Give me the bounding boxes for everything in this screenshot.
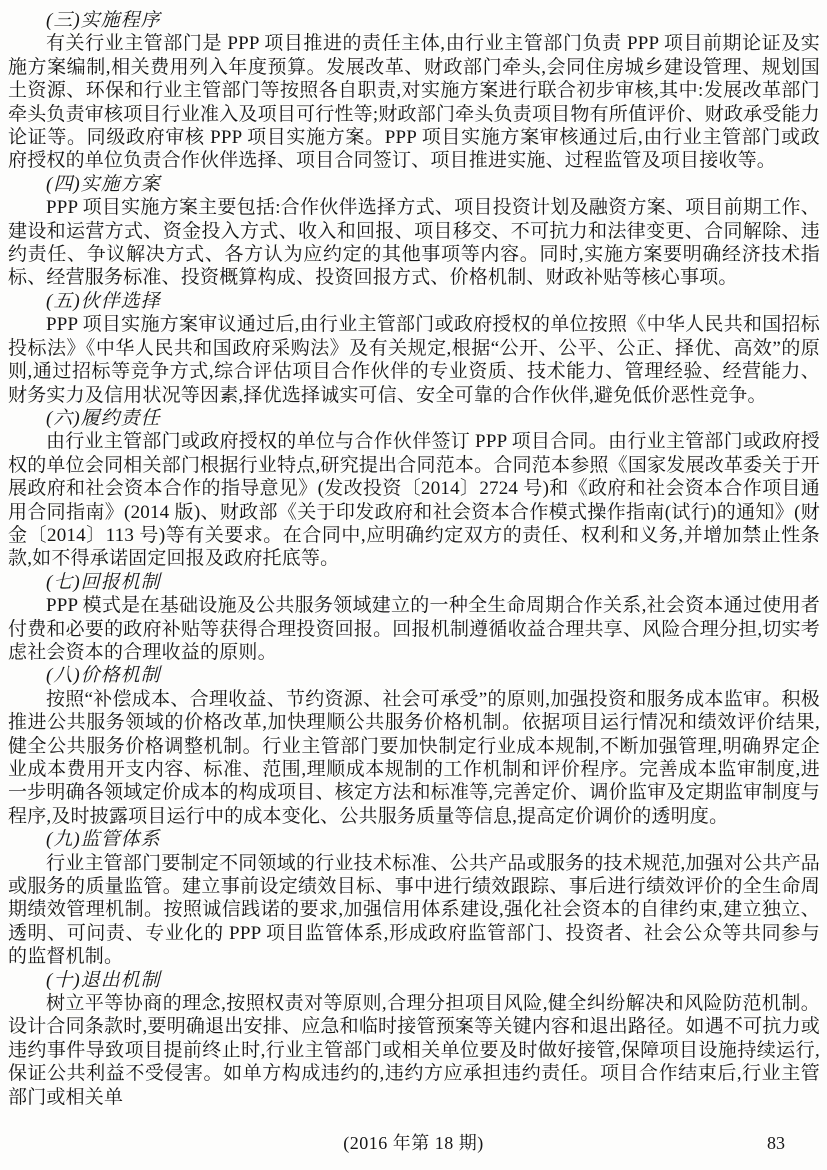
document-section: [8, 664, 820, 828]
section-paragraphs: [8, 313, 820, 407]
section-paragraphs: [8, 196, 820, 290]
document-section: [8, 290, 820, 407]
paragraph: 树立平等协商的理念,按照权责对等原则,合理分担项目风险,健全纠纷解决和风险防范机制。设计合同条款时,要明确退出安排、应急和临时接管预案等关键内容和退出路径。如遇不可抗力或违约事件导致项目提前终止时,行业主管部门或相关单位要及时做好接管,保障项目设施持续运行,保证公共利益不受侵害。如单方构成违约的,违约方应承担违约责任。项目合作结束后,行业主管部门或相关单: [8, 993, 820, 1108]
document-section: [8, 407, 820, 571]
section-heading: (十)退出机制: [46, 969, 161, 991]
paragraph: 有关行业主管部门是 PPP 项目推进的责任主体,由行业主管部门负责 PPP 项目前期论证及实施方案编制,相关费用列入年度预算。发展改革、财政部门牵头,会同住房城乡建设管理、规划国土资源、环保和行业主管部门等按照各自职责,对实施方案进行联合初步审核,其中:发展改革部门牵头负责审核项目行业准入及项目可行性等;财政部门牵头负责项目物有所值评价、财政承受能力论证等。同级政府审核 PPP 项目实施方案。PPP 项目实施方案审核通过后,由行业主管部门或政府授权的单位负责合作伙伴选择、项目合同签订、项目推进实施、过程监管及项目接收等。: [8, 33, 820, 172]
document-section: [8, 571, 820, 665]
section-heading: (八)价格机制: [46, 665, 161, 687]
paragraph: 由行业主管部门或政府授权的单位与合作伙伴签订 PPP 项目合同。由行业主管部门或政府授权的单位会同相关部门根据行业特点,研究提出合同范本。合同范本参照《国家发展改革委关于开展政府和社会资本合作的指导意见》(发改投资〔2014〕2724 号)和《政府和社会资本合作项目通用合同指南》(2014 版)、财政部《关于印发政府和社会资本合作模式操作指南(试行)的通知》(财金〔2014〕113 号)等有关要求。在合同中,应明确约定双方的责任、权利和义务,并增加禁止性条款,如不得承诺固定回报及政府托底等。: [8, 431, 820, 570]
sections: [8, 9, 820, 1109]
document-section: [8, 9, 820, 173]
paragraph: PPP 项目实施方案主要包括:合作伙伴选择方式、项目投资计划及融资方案、项目前期工作、建设和运营方式、资金投入方式、收入和回报、项目移交、不可抗力和法律变更、合同解除、违约责任、争议解决方式、各方认为应约定的其他事项等内容。同时,实施方案要明确经济技术指标、经营服务标准、投资概算构成、投资回报方式、价格机制、财政补贴等核心事项。: [8, 197, 820, 289]
paragraph: 行业主管部门要制定不同领域的行业技术标准、公共产品或服务的技术规范,加强对公共产品或服务的质量监管。建立事前设定绩效目标、事中进行绩效跟踪、事后进行绩效评价的全生命周期绩效管理机制。按照诚信践诺的要求,加强信用体系建设,强化社会资本的自律约束,建立独立、透明、可问责、专业化的 PPP 项目监管体系,形成政府监管部门、投资者、社会公众等共同参与的监督机制。: [8, 852, 820, 968]
section-heading: (四)实施方案: [46, 173, 161, 195]
section-heading: (三)实施程序: [46, 10, 161, 31]
paragraph: PPP 项目实施方案审议通过后,由行业主管部门或政府授权的单位按照《中华人民共和国招标投标法》《中华人民共和国政府采购法》及有关规定,根据“公开、公平、公正、择优、高效”的原则,通过招标等竞争方式,综合评估项目合作伙伴的专业资质、技术能力、管理经验、经营能力、财务实力及信用状况等因素,择优选择诚实可信、安全可靠的合作伙伴,避免低价恶性竞争。: [8, 314, 820, 406]
section-paragraphs: [8, 688, 820, 828]
section-heading: (九)监管体系: [46, 829, 161, 851]
document-section: [8, 173, 820, 290]
section-heading: (五)伙伴选择: [46, 290, 161, 312]
document-section: [8, 969, 820, 1109]
journal-issue-label: (2016 年第 18 期): [343, 1133, 484, 1153]
section-paragraphs: [8, 430, 820, 570]
page-footer: [0, 1132, 827, 1156]
section-paragraphs: [8, 852, 820, 969]
page-number: 83: [767, 1133, 785, 1153]
section-heading: (七)回报机制: [46, 571, 161, 593]
section-paragraphs: [8, 594, 820, 664]
section-paragraphs: [8, 992, 820, 1109]
section-paragraphs: [8, 32, 820, 172]
paragraph: 按照“补偿成本、合理收益、节约资源、社会可承受”的原则,加强投资和服务成本监审。积极推进公共服务领域的价格改革,加快理顺公共服务价格机制。依据项目运行情况和绩效评价结果,健全公共服务价格调整机制。行业主管部门要加快制定行业成本规制,不断加强管理,明确界定企业成本费用开支内容、标准、范围,理顺成本规制的工作机制和评价程序。完善成本监审制度,进一步明确各领域定价成本的构成项目、核定方法和标准等,完善定价、调价监审及定期监审制度与程序,及时披露项目运行中的成本变化、公共服务质量等信息,提高定价调价的透明度。: [8, 688, 820, 827]
document-section: [8, 828, 820, 968]
paragraph: PPP 模式是在基础设施及公共服务领域建立的一种全生命周期合作关系,社会资本通过使用者付费和必要的政府补贴等获得合理投资回报。回报机制遵循收益合理共享、风险合理分担,切实考虑社会资本的合理收益的原则。: [8, 595, 820, 663]
section-heading: (六)履约责任: [46, 407, 161, 429]
